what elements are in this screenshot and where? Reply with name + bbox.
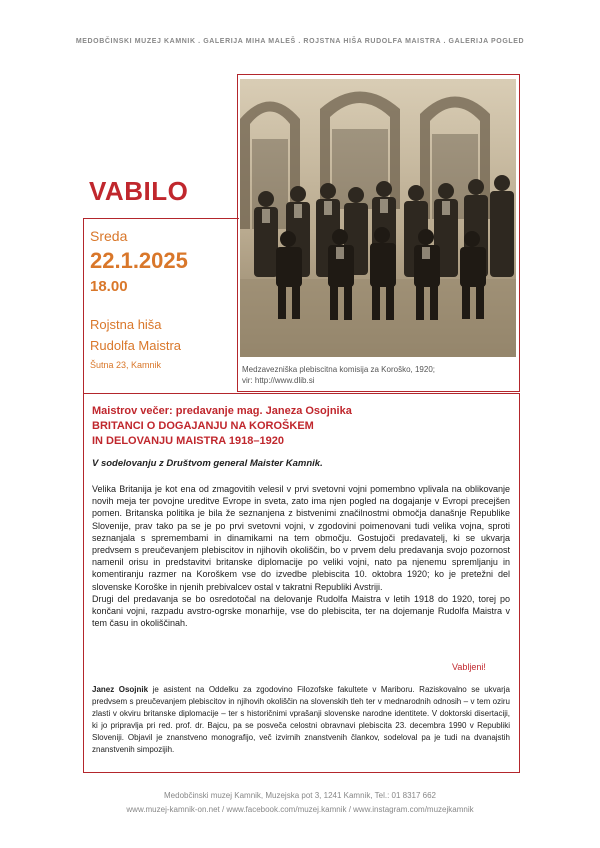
page-title: VABILO [89,176,189,206]
event-time: 18.00 [90,278,128,295]
lecture-heading-line1: Maistrov večer: predavanje mag. Janeza Osojnika [92,405,352,417]
museum-header: MEDOBČINSKI MUZEJ KAMNIK . GALERIJA MIHA MALEŠ . ROJSTNA HIŠA RUDOLFA MAISTRA . GALERIJA POGLED [75,38,525,45]
photo-caption [242,364,514,386]
footer-address: Medobčinski muzej Kamnik, Muzejska pot 3, 1241 Kamnik, Tel.: 01 8317 662 [164,791,436,800]
footer-links[interactable]: www.muzej-kamnik-on.net / www.facebook.com/muzej.kamnik / www.instagram.com/muzejkamnik [126,805,474,814]
event-day: Sreda [90,228,128,244]
speaker-bio-text: je asistent na Oddelku za zgodovino Filozofske fakultete v Mariboru. Raziskovalno se ukvarja predvsem s preučevanjem plebiscitov in njihovih okoliščin na slovenskih tleh ter v mednarodnih odnosih – v tem oziru zlasti v okviru britanske diplomacije – ter s historičnimi vprašanji slovenske narodne identitete. V doktorski disertaciji, ki jo pripravlja pri red. prof. dr. Bajcu, pa se posveča celostni obravnavi plebiscita 23. decembra 1990 v Republiki Sloveniji. Objavil je znanstveno monografijo, več izvirnih znanstvenih člankov, sodeloval pa je tudi na dvanajstih znanstvenih simpozijih. [92,685,511,754]
photo-caption-line2: vir: http://www.dlib.si [242,376,315,385]
welcome-text: Vabljeni! [452,662,486,672]
event-venue-line1: Rojstna hiša [90,317,162,332]
lecture-heading [92,404,512,449]
lecture-heading-line3: IN DELOVANJU MAISTRA 1918–1920 [92,435,284,447]
photo-caption-line1: Medzavezniška plebiscitna komisija za Koroško, 1920; [242,365,435,374]
description-paragraph-2: Drugi del predavanja se bo osredotočal na delovanje Rudolfa Maistra v letih 1918 do 1920, torej po končani vojni, razpadu avstro-ogrske monarhije, vse do plebiscita, ter na dojemanje Rudolfa Maistra v tem času in okoliščinah. [92,593,510,629]
speaker-bio [92,684,510,756]
speaker-name: Janez Osojnik [92,685,149,694]
description-paragraph-1: Velika Britanija je kot ena od zmagovitih velesil v prvi svetovni vojni pomembno vplivala na oblikovanje novih meja ter povojne ureditve Evrope in sveta, zato ima njen pogled na dogajanje v Evropi precejšen pomen. Britanska politika je bila že seznanjena z bistvenimi značilnostmi območja današnje Republike Slovenije, prav tako pa se je po prvi svetovni vojni, v zgodovini poimenovani tudi velika vojna, sproti seznanjala s spremembami in dinamikami na tem območju. Gostujoči predavatelj, ki se ukvarja predvsem s preučevanjem plebiscitov in njihovih okoliščin, bo v prvem delu predavanja svojo pozornost namenil orisu in predstavitvi britanske diplomacije po veliki vojni, nato pa njenemu spremljanju in komentiranju razmer na Koroškem vse do izvedbe plebiscita 10. oktobra 1920; ko je pretežni del slovenske Koroške in njenih prebivalcev ostal v takratni Republiki Avstriji. [92,484,510,592]
event-date: 22.1.2025 [90,248,188,273]
event-address: Šutna 23, Kamnik [90,360,162,370]
lecture-description [92,483,510,629]
lecture-heading-line2: BRITANCI O DOGAJANJU NA KOROŠKEM [92,420,314,432]
cooperation-note: V sodelovanju z Društvom general Maister Kamnik. [92,458,323,469]
historic-group-photo [240,79,516,357]
event-venue-line2: Rudolfa Maistra [90,338,182,353]
